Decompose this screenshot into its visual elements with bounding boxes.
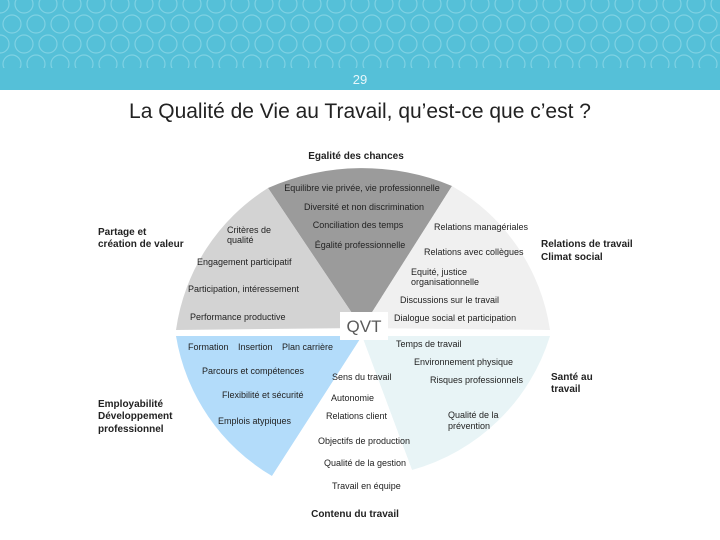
banner-pattern-circle [591, 0, 609, 13]
banner-pattern-circle [315, 15, 333, 33]
banner-pattern-circle [3, 15, 21, 33]
egalite-item: Égalité professionnelle [314, 240, 406, 250]
relations-item: Equité, justice [411, 267, 468, 277]
sante-item: Qualité de la [448, 410, 499, 420]
banner-pattern-circle [63, 0, 81, 13]
sector-title-sante-2: travail [551, 384, 581, 395]
banner-pattern-circle [627, 15, 645, 33]
banner-pattern-circle [195, 15, 213, 33]
banner-pattern-circle [519, 35, 537, 53]
banner-pattern-circle [483, 15, 501, 33]
sante-item: prévention [448, 421, 491, 431]
partage-item: Participation, intéressement [188, 284, 300, 294]
slide-title: La Qualité de Vie au Travail, qu’est-ce que c’est ? [129, 100, 591, 123]
banner-pattern-circle [663, 0, 681, 13]
slide-number: 29 [352, 72, 368, 87]
qvt-wheel-diagram [0, 140, 720, 530]
banner-pattern-circle [639, 35, 657, 53]
banner-pattern-circle [351, 0, 369, 13]
partage-item: qualité [227, 235, 254, 245]
relations-item: Discussions sur le travail [400, 295, 500, 305]
banner-pattern-circle [87, 35, 105, 53]
sante-item: Risques professionnels [430, 375, 524, 385]
sector-title-employabilite-3: professionnel [98, 424, 164, 435]
banner-pattern-circle [63, 35, 81, 53]
banner-pattern-circle [579, 15, 597, 33]
contenu-item: Autonomie [331, 393, 375, 403]
banner-pattern-circle [459, 15, 477, 33]
banner-pattern-circle [183, 0, 201, 13]
banner-pattern-circle [147, 15, 165, 33]
banner-pattern-circle [387, 15, 405, 33]
banner-pattern-circle [279, 35, 297, 53]
employabilite-item: Formation [188, 342, 229, 352]
contenu-item: Sens du travail [332, 372, 392, 382]
egalite-item: Equilibre vie privée, vie professionnelle [284, 183, 440, 193]
banner-pattern-circle [183, 35, 201, 53]
banner-pattern-circle [75, 15, 93, 33]
partage-item: Critères de [227, 225, 272, 235]
banner-pattern-circle [0, 0, 9, 13]
banner-pattern-circle [615, 35, 633, 53]
banner-pattern-circle [171, 15, 189, 33]
egalite-item: Diversité et non discrimination [303, 202, 425, 212]
banner-pattern-circle [159, 0, 177, 13]
banner-pattern-circle [135, 0, 153, 13]
banner-pattern-circle [711, 0, 720, 13]
banner-pattern-circle [399, 35, 417, 53]
banner-pattern-circle [687, 0, 705, 13]
banner-pattern-circle [507, 15, 525, 33]
banner-pattern-circle [675, 15, 693, 33]
contenu-item: Objectifs de production [318, 436, 411, 446]
banner-pattern-circle [231, 0, 249, 13]
banner-pattern-circle [0, 35, 9, 53]
banner-pattern-circle [543, 0, 561, 13]
contenu-item: Relations client [326, 411, 388, 421]
sector-title-partage-1: Partage et [98, 227, 147, 238]
banner-pattern-circle [351, 35, 369, 53]
sector-title-sante-1: Santé au [551, 372, 593, 383]
banner-pattern-circle [363, 15, 381, 33]
banner-pattern-circle [243, 15, 261, 33]
relations-item: Relations managériales [434, 222, 529, 232]
banner-pattern-circle [207, 35, 225, 53]
banner-pattern-circle [447, 35, 465, 53]
banner-pattern-circle [375, 0, 393, 13]
banner-pattern-circle [231, 35, 249, 53]
sector-title-employabilite-1: Employabilité [98, 399, 164, 410]
relations-item: organisationnelle [411, 277, 480, 287]
banner-pattern-circle [15, 35, 33, 53]
banner-pattern [0, 0, 720, 70]
banner-pattern-circle [495, 0, 513, 13]
banner-pattern-circle [111, 35, 129, 53]
banner-pattern-circle [663, 35, 681, 53]
sector-title-partage-2: création de valeur [98, 239, 184, 250]
banner-pattern-circle [567, 35, 585, 53]
banner-pattern-circle [111, 0, 129, 13]
banner-pattern-circle [711, 35, 720, 53]
banner-pattern-circle [303, 0, 321, 13]
employabilite-item: Parcours et compétences [202, 366, 305, 376]
contenu-item: Travail en équipe [332, 481, 401, 491]
banner-pattern-circle [51, 15, 69, 33]
banner-pattern-circle [603, 15, 621, 33]
banner-pattern-circle [27, 15, 45, 33]
banner-pattern-circle [567, 0, 585, 13]
sector-title-egalite: Egalité des chances [308, 151, 404, 162]
banner-pattern-circle [207, 0, 225, 13]
banner-pattern-circle [591, 35, 609, 53]
sector-title-employabilite-2: Développement [98, 411, 173, 422]
banner-pattern-circle [411, 15, 429, 33]
banner-pattern-circle [471, 35, 489, 53]
banner-pattern-circle [219, 15, 237, 33]
banner-pattern-circle [423, 35, 441, 53]
sector-title-relations-2: Climat social [541, 252, 603, 263]
partage-item: Performance productive [190, 312, 286, 322]
banner-pattern-circle [255, 35, 273, 53]
banner-pattern-circle [699, 15, 717, 33]
banner-pattern-circle [423, 0, 441, 13]
relations-item: Relations avec collègues [424, 247, 524, 257]
banner-pattern-circle [447, 0, 465, 13]
egalite-item: Conciliation des temps [312, 220, 404, 230]
banner-pattern-circle [543, 35, 561, 53]
banner-pattern-circle [123, 15, 141, 33]
banner-pattern-circle [159, 35, 177, 53]
relations-item: Dialogue social et participation [394, 313, 517, 323]
banner-pattern-circle [291, 15, 309, 33]
banner-pattern-circle [87, 0, 105, 13]
sector-title-contenu: Contenu du travail [311, 509, 399, 520]
banner-pattern-circle [327, 35, 345, 53]
employabilite-item: Plan carrière [282, 342, 334, 352]
banner-pattern-circle [471, 0, 489, 13]
banner-pattern-circle [339, 15, 357, 33]
sector-title-relations-1: Relations de travail [541, 239, 633, 250]
employabilite-item: Flexibilité et sécurité [222, 390, 304, 400]
employabilite-item: Emplois atypiques [218, 416, 292, 426]
banner-pattern-circle [399, 0, 417, 13]
banner-pattern-circle [555, 15, 573, 33]
banner-pattern-circle [303, 35, 321, 53]
banner-pattern-circle [495, 35, 513, 53]
banner-pattern-circle [15, 0, 33, 13]
banner-pattern-circle [531, 15, 549, 33]
banner-pattern-circle [327, 0, 345, 13]
banner-pattern-circle [279, 0, 297, 13]
banner-pattern-circle [687, 35, 705, 53]
banner-pattern-circle [435, 15, 453, 33]
banner-pattern-circle [519, 0, 537, 13]
banner-pattern-circle [39, 35, 57, 53]
employabilite-item: Insertion [238, 342, 273, 352]
banner-pattern-circle [651, 15, 669, 33]
banner-pattern-circle [375, 35, 393, 53]
banner-pattern-circle [639, 0, 657, 13]
partage-item: Engagement participatif [197, 257, 292, 267]
contenu-item: Qualité de la gestion [324, 458, 407, 468]
banner-pattern-circle [255, 0, 273, 13]
sante-item: Environnement physique [414, 357, 514, 367]
banner-pattern-circle [135, 35, 153, 53]
banner-pattern-circle [615, 0, 633, 13]
banner-pattern-circle [99, 15, 117, 33]
banner-pattern-circle [267, 15, 285, 33]
banner-pattern-circle [39, 0, 57, 13]
header-banner [0, 0, 720, 70]
center-label: QVT [346, 317, 382, 336]
sante-item: Temps de travail [396, 339, 462, 349]
